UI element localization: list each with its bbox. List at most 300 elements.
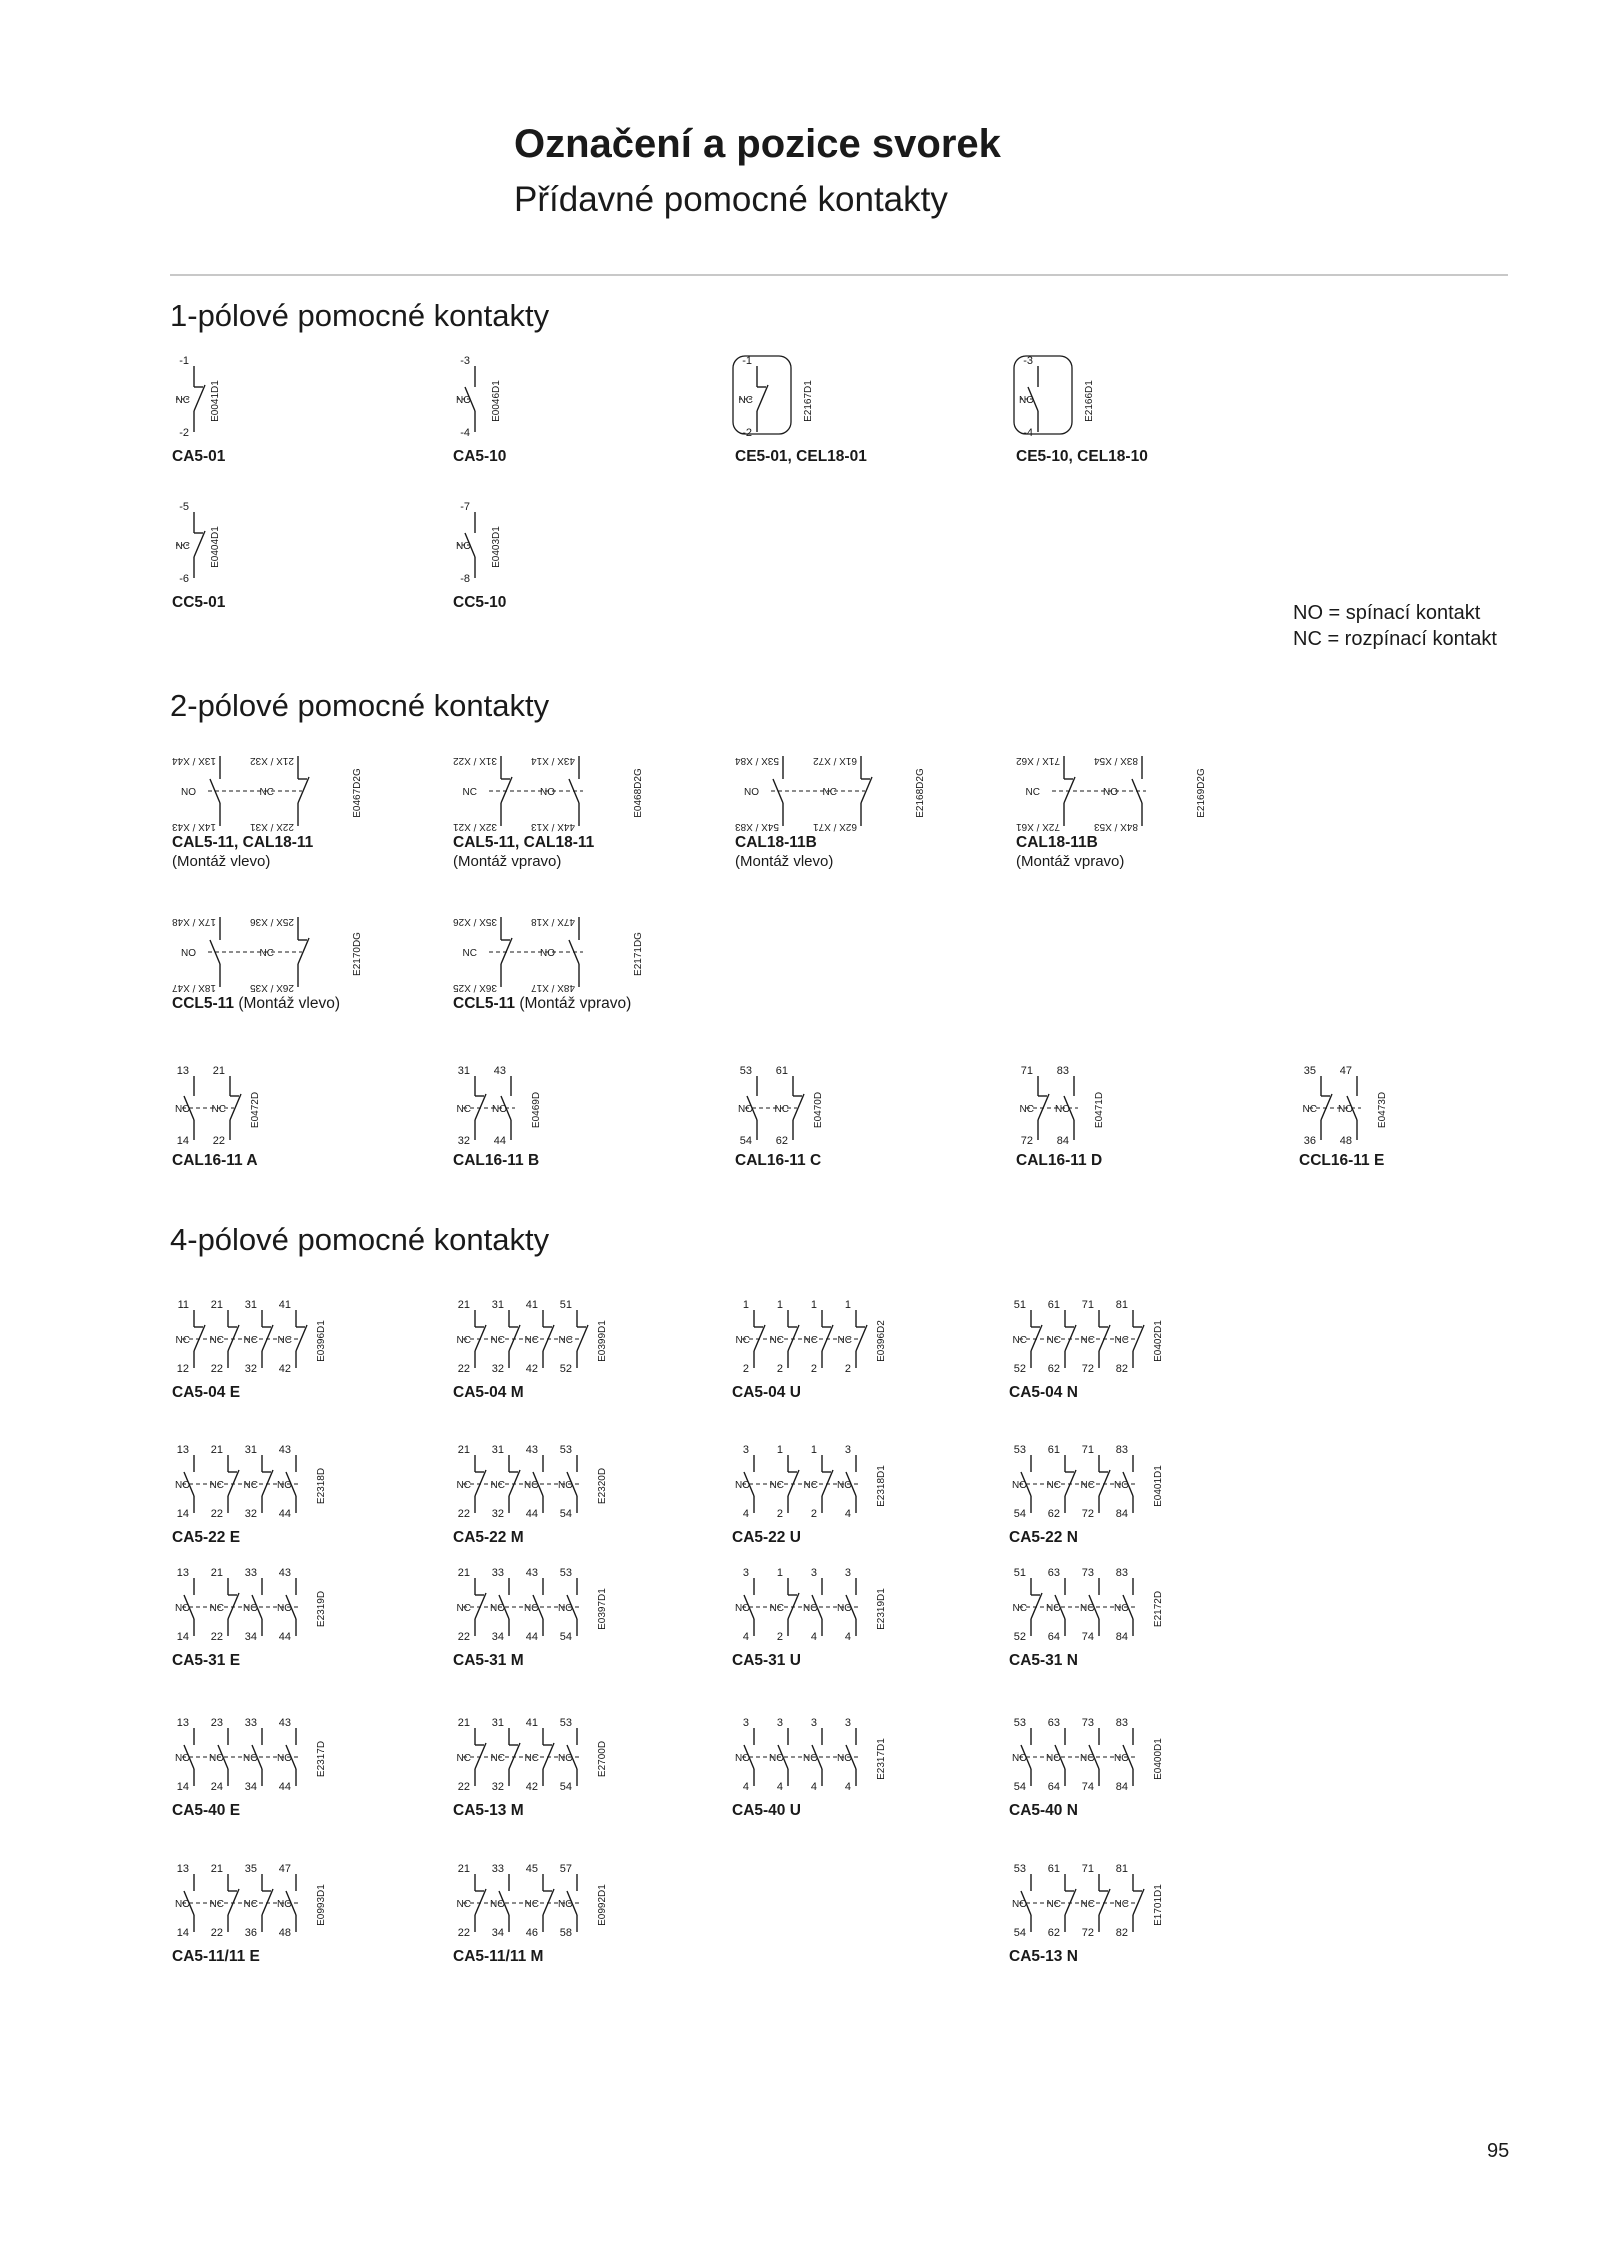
terminal-top-label: 73 bbox=[1081, 1567, 1094, 1579]
terminal-top-label: 43X / X14 bbox=[531, 755, 575, 766]
contact-diagram bbox=[451, 1852, 731, 1962]
contact-type-label: NO bbox=[1012, 1480, 1027, 1491]
terminal-bottom-label: 82 bbox=[1115, 1927, 1128, 1939]
terminal-top-label: 1 bbox=[810, 1444, 817, 1456]
terminal-top-label: 33 bbox=[491, 1863, 504, 1875]
contact-type-label: NC bbox=[1080, 1899, 1095, 1910]
drawing-code: E2318D1 bbox=[876, 1465, 887, 1507]
contact-diagram bbox=[1007, 1556, 1287, 1666]
terminal-bottom-label: 72 bbox=[1081, 1508, 1094, 1520]
contact-type-label: NO bbox=[1046, 1753, 1061, 1764]
contact-type-label: NC bbox=[1046, 1899, 1061, 1910]
product-name-text: CA5-10 bbox=[453, 448, 507, 465]
contact-type-label: NC bbox=[558, 1335, 573, 1346]
drawing-code: E0403D1 bbox=[491, 526, 502, 568]
contact-type-label: NO bbox=[837, 1753, 852, 1764]
contact-type-label: NC bbox=[769, 1480, 784, 1491]
terminal-bottom-label: 32X / X21 bbox=[453, 821, 497, 832]
terminal-top-label: 13 bbox=[176, 1863, 189, 1875]
drawing-code: E2320D bbox=[597, 1467, 608, 1505]
terminal-bottom-label: 42 bbox=[278, 1363, 291, 1375]
drawing-code: E2317D bbox=[316, 1740, 327, 1778]
contact-type-label: NO bbox=[175, 1899, 190, 1910]
terminal-top-label: 83 bbox=[1056, 1065, 1069, 1077]
contact-type-label: NC bbox=[211, 1104, 226, 1115]
contact-type-label: NO bbox=[209, 1753, 224, 1764]
contact-type-label: NC bbox=[803, 1480, 818, 1491]
product-name bbox=[735, 1152, 821, 1170]
terminal-bottom-label: 32 bbox=[491, 1781, 504, 1793]
terminal-bottom-label: 32 bbox=[244, 1363, 257, 1375]
terminal-bottom-label: 4 bbox=[742, 1631, 749, 1643]
drawing-code: E0404D1 bbox=[210, 526, 221, 568]
product-name-text: CA5-01 bbox=[172, 448, 226, 465]
terminal-top-label: 53 bbox=[559, 1567, 572, 1579]
terminal-bottom-label: 32 bbox=[457, 1135, 470, 1147]
product-name-text: CA5-13 M bbox=[453, 1802, 524, 1819]
mounting-note: (Montáž vpravo) bbox=[453, 853, 562, 870]
drawing-code: E2319D1 bbox=[876, 1588, 887, 1630]
terminal-top-label: 11 bbox=[177, 1299, 189, 1311]
terminal-top-label: 31 bbox=[491, 1299, 504, 1311]
contact-diagram bbox=[1007, 1288, 1287, 1398]
terminal-top-label: 61 bbox=[1047, 1863, 1060, 1875]
terminal-top-label: 61 bbox=[1047, 1444, 1060, 1456]
contact-type-label: NO bbox=[1019, 395, 1034, 406]
contact-type-label: NC bbox=[175, 395, 190, 406]
product-name bbox=[172, 1152, 258, 1170]
drawing-code: E2317D1 bbox=[876, 1738, 887, 1780]
terminal-top-label: -7 bbox=[460, 501, 470, 513]
product-name-text: CA5-31 M bbox=[453, 1652, 524, 1669]
drawing-code: E2172D bbox=[1153, 1590, 1164, 1628]
terminal-bottom-label: 4 bbox=[810, 1631, 817, 1643]
contact-diagram bbox=[170, 1288, 450, 1398]
terminal-bottom-label: 84 bbox=[1115, 1781, 1128, 1793]
contact-type-label: NC bbox=[803, 1335, 818, 1346]
product-name-text: CA5-31 N bbox=[1009, 1652, 1078, 1669]
contact-type-label: NC bbox=[456, 1480, 471, 1491]
terminal-top-label: 47 bbox=[278, 1863, 291, 1875]
contact-type-label: NC bbox=[1302, 1104, 1317, 1115]
terminal-top-label: 47X / X18 bbox=[531, 916, 575, 927]
terminal-top-label: 71 bbox=[1020, 1065, 1033, 1077]
terminal-top-label: 31 bbox=[457, 1065, 470, 1077]
terminal-top-label: 83 bbox=[1115, 1717, 1128, 1729]
terminal-bottom-label: 14 bbox=[176, 1135, 189, 1147]
product-name-text: CA5-31 U bbox=[732, 1652, 801, 1669]
contact-type-label: NC bbox=[277, 1335, 292, 1346]
product-name bbox=[735, 448, 867, 466]
contact-type-label: NO bbox=[175, 1480, 190, 1491]
product-name bbox=[1009, 1384, 1078, 1402]
drawing-code: E0468D2G bbox=[633, 768, 644, 818]
contact-type-label: NC bbox=[822, 787, 837, 798]
contact-type-label: NC bbox=[259, 948, 274, 959]
terminal-top-label: 81 bbox=[1115, 1863, 1128, 1875]
drawing-code: E0992D1 bbox=[597, 1884, 608, 1926]
terminal-bottom-label: 48X / X17 bbox=[531, 982, 575, 993]
terminal-bottom-label: 44 bbox=[493, 1135, 506, 1147]
contact-type-label: NC bbox=[456, 1335, 471, 1346]
terminal-bottom-label: 74 bbox=[1081, 1781, 1094, 1793]
terminal-top-label: 53 bbox=[739, 1065, 752, 1077]
contact-diagram bbox=[170, 1556, 450, 1666]
product-name bbox=[453, 594, 506, 612]
terminal-top-label: 53X / X84 bbox=[735, 755, 779, 766]
contact-type-label: NO bbox=[837, 1603, 852, 1614]
terminal-top-label: 43 bbox=[525, 1444, 538, 1456]
product-name-text: CA5-13 N bbox=[1009, 1948, 1078, 1965]
terminal-bottom-label: 14 bbox=[176, 1781, 189, 1793]
terminal-top-label: 31 bbox=[491, 1444, 504, 1456]
terminal-top-label: 51 bbox=[559, 1299, 572, 1311]
contact-type-label: NC bbox=[1080, 1480, 1095, 1491]
product-name-text: CC5-10 bbox=[453, 594, 507, 611]
product-name bbox=[453, 1948, 543, 1966]
contact-type-label: NO bbox=[1080, 1753, 1095, 1764]
terminal-top-label: 21 bbox=[210, 1863, 223, 1875]
terminal-bottom-label: 54 bbox=[559, 1631, 572, 1643]
terminal-top-label: 51 bbox=[1013, 1299, 1026, 1311]
terminal-bottom-label: 54X / X83 bbox=[735, 821, 779, 832]
terminal-bottom-label: 32 bbox=[244, 1508, 257, 1520]
terminal-top-label: 61X / X72 bbox=[813, 755, 857, 766]
terminal-bottom-label: 62 bbox=[775, 1135, 788, 1147]
contact-type-label: NC bbox=[456, 1104, 471, 1115]
contact-type-label: NO bbox=[277, 1603, 292, 1614]
drawing-code: E0396D1 bbox=[316, 1320, 327, 1362]
product-name-text: CAL5-11, CAL18-11 bbox=[172, 834, 314, 851]
contact-type-label: NO bbox=[558, 1603, 573, 1614]
terminal-bottom-label: 34 bbox=[491, 1927, 504, 1939]
terminal-top-label: 33 bbox=[491, 1567, 504, 1579]
terminal-bottom-label: 44 bbox=[525, 1508, 538, 1520]
terminal-top-label: 13X / X44 bbox=[172, 755, 216, 766]
product-name-text: CAL18-11B bbox=[1016, 834, 1098, 851]
drawing-code: E0471D bbox=[1094, 1091, 1105, 1129]
contact-type-label: NO bbox=[558, 1899, 573, 1910]
product-name-text: CA5-11/11 E bbox=[172, 1948, 260, 1965]
product-name bbox=[1016, 834, 1098, 852]
terminal-top-label: 43 bbox=[493, 1065, 506, 1077]
contact-type-label: NO bbox=[558, 1480, 573, 1491]
product-name bbox=[1016, 1152, 1102, 1170]
contact-type-label: NC bbox=[456, 1899, 471, 1910]
product-name-text: CA5-11/11 M bbox=[453, 1948, 544, 1965]
contact-type-label: NO bbox=[524, 1480, 539, 1491]
product-name bbox=[453, 1652, 524, 1670]
terminal-top-label: 53 bbox=[1013, 1444, 1026, 1456]
drawing-code: E0467D2G bbox=[352, 768, 363, 818]
terminal-bottom-label: 2 bbox=[776, 1631, 783, 1643]
terminal-bottom-label: 36 bbox=[1303, 1135, 1316, 1147]
terminal-bottom-label: 2 bbox=[810, 1363, 817, 1375]
product-name-text: CA5-04 U bbox=[732, 1384, 801, 1401]
contact-type-label: NC bbox=[1046, 1335, 1061, 1346]
product-name-text: CA5-04 E bbox=[172, 1384, 241, 1401]
product-name bbox=[453, 1384, 524, 1402]
drawing-code: E0470D bbox=[813, 1091, 824, 1129]
contact-type-label: NO bbox=[277, 1753, 292, 1764]
nc-contact-symbol-1 bbox=[194, 512, 205, 578]
contact-type-label: NC bbox=[524, 1753, 539, 1764]
terminal-top-label: 41 bbox=[278, 1299, 291, 1311]
terminal-top-label: 51 bbox=[1013, 1567, 1026, 1579]
contact-type-label: NC bbox=[524, 1335, 539, 1346]
contact-type-label: NC bbox=[462, 948, 477, 959]
contact-type-label: NO bbox=[490, 1899, 505, 1910]
terminal-bottom-label: -4 bbox=[1023, 427, 1033, 439]
contact-type-label: NC bbox=[490, 1753, 505, 1764]
terminal-bottom-label: 54 bbox=[739, 1135, 752, 1147]
terminal-bottom-label: 14 bbox=[176, 1508, 189, 1520]
product-name bbox=[732, 1529, 801, 1547]
contact-type-label: NC bbox=[456, 1603, 471, 1614]
drawing-code: E2318D bbox=[316, 1467, 327, 1505]
contact-type-label: NO bbox=[181, 787, 196, 798]
terminal-top-label: 17X / X48 bbox=[172, 916, 216, 927]
terminal-bottom-label: 22 bbox=[457, 1363, 470, 1375]
terminal-bottom-label: 64 bbox=[1047, 1631, 1060, 1643]
terminal-bottom-label: 44X / X13 bbox=[531, 821, 575, 832]
contact-type-label: NC bbox=[1114, 1899, 1129, 1910]
terminal-bottom-label: -4 bbox=[460, 427, 470, 439]
product-name bbox=[453, 1152, 539, 1170]
contact-type-label: NC bbox=[209, 1899, 224, 1910]
drawing-code: E0399D1 bbox=[597, 1320, 608, 1362]
contact-diagram bbox=[451, 1433, 731, 1543]
terminal-bottom-label: 52 bbox=[559, 1363, 572, 1375]
header-divider bbox=[170, 274, 1508, 276]
terminal-top-label: 35X / X26 bbox=[453, 916, 497, 927]
mounting-note: (Montáž vpravo) bbox=[1016, 853, 1125, 870]
product-name bbox=[172, 1802, 240, 1820]
contact-type-label: NO bbox=[175, 1104, 190, 1115]
terminal-bottom-label: 22 bbox=[457, 1927, 470, 1939]
contact-type-label: NO bbox=[490, 1603, 505, 1614]
terminal-top-label: 21 bbox=[457, 1863, 470, 1875]
terminal-top-label: 21 bbox=[210, 1444, 223, 1456]
contact-type-label: NO bbox=[803, 1603, 818, 1614]
contact-type-label: NC bbox=[1012, 1335, 1027, 1346]
contact-diagram bbox=[170, 1433, 450, 1543]
contact-type-label: NC bbox=[259, 787, 274, 798]
terminal-bottom-label: 12 bbox=[176, 1363, 189, 1375]
contact-type-label: NC bbox=[837, 1335, 852, 1346]
product-name bbox=[1016, 448, 1148, 466]
product-name bbox=[1009, 1802, 1078, 1820]
terminal-top-label: -5 bbox=[179, 501, 189, 513]
contact-diagram bbox=[451, 352, 731, 462]
terminal-top-label: 53 bbox=[1013, 1717, 1026, 1729]
contact-type-label: NO bbox=[181, 948, 196, 959]
nc-contact-symbol-1 bbox=[194, 366, 205, 432]
terminal-bottom-label: 22 bbox=[210, 1927, 223, 1939]
terminal-top-label: 1 bbox=[742, 1299, 749, 1311]
nc-contact-symbol-1 bbox=[757, 366, 768, 432]
contact-type-label: NO bbox=[243, 1603, 258, 1614]
terminal-top-label: 21 bbox=[210, 1299, 223, 1311]
contact-type-label: NO bbox=[1338, 1104, 1353, 1115]
product-name bbox=[172, 1652, 240, 1670]
terminal-top-label: 31 bbox=[491, 1717, 504, 1729]
terminal-bottom-label: 74 bbox=[1081, 1631, 1094, 1643]
terminal-bottom-label: 62 bbox=[1047, 1363, 1060, 1375]
mounting-note: (Montáž vlevo) bbox=[172, 853, 271, 870]
drawing-code: E2171DG bbox=[633, 932, 644, 976]
terminal-top-label: 83X / X54 bbox=[1094, 755, 1138, 766]
legend-nc: NC = rozpínací kontakt bbox=[1293, 628, 1497, 650]
terminal-top-label: 3 bbox=[742, 1717, 749, 1729]
product-name-text: CCL16-11 E bbox=[1299, 1152, 1385, 1169]
product-name bbox=[453, 995, 631, 1013]
terminal-bottom-label: -2 bbox=[742, 427, 752, 439]
terminal-bottom-label: 84 bbox=[1056, 1135, 1069, 1147]
contact-type-label: NO bbox=[277, 1899, 292, 1910]
contact-type-label: NO bbox=[1114, 1603, 1129, 1614]
drawing-code: E0401D1 bbox=[1153, 1465, 1164, 1507]
legend bbox=[1293, 600, 1497, 652]
terminal-top-label: 21X / X32 bbox=[250, 755, 294, 766]
terminal-bottom-label: 46 bbox=[525, 1927, 538, 1939]
contact-type-label: NC bbox=[735, 1335, 750, 1346]
terminal-bottom-label: 4 bbox=[742, 1781, 749, 1793]
drawing-code: E2319D bbox=[316, 1590, 327, 1628]
section-title-1-pole: 1-pólové pomocné kontakty bbox=[170, 298, 550, 333]
terminal-top-label: 23 bbox=[210, 1717, 223, 1729]
mounting-note: (Montáž vlevo) bbox=[238, 995, 340, 1012]
terminal-bottom-label: 4 bbox=[844, 1781, 851, 1793]
drawing-code: E0993D1 bbox=[316, 1884, 327, 1926]
terminal-bottom-label: 32 bbox=[491, 1363, 504, 1375]
product-name bbox=[453, 1802, 524, 1820]
contact-diagram bbox=[1014, 352, 1294, 462]
product-name bbox=[172, 1948, 260, 1966]
product-name-text: CA5-40 N bbox=[1009, 1802, 1078, 1819]
terminal-bottom-label: 58 bbox=[559, 1927, 572, 1939]
terminal-top-label: 33 bbox=[244, 1717, 257, 1729]
product-name bbox=[1009, 1529, 1078, 1547]
terminal-bottom-label: 2 bbox=[776, 1508, 783, 1520]
contact-type-label: NC bbox=[1025, 787, 1040, 798]
product-name-text: CA5-22 N bbox=[1009, 1529, 1078, 1546]
terminal-bottom-label: 52 bbox=[1013, 1363, 1026, 1375]
product-name-text: CA5-04 M bbox=[453, 1384, 524, 1401]
terminal-bottom-label: 22 bbox=[210, 1363, 223, 1375]
product-name-text: CA5-31 E bbox=[172, 1652, 241, 1669]
drawing-code: E0472D bbox=[250, 1091, 261, 1129]
contact-type-label: NC bbox=[1114, 1335, 1129, 1346]
terminal-bottom-label: 26X / X35 bbox=[250, 982, 294, 993]
terminal-bottom-label: 22 bbox=[210, 1508, 223, 1520]
terminal-bottom-label: 4 bbox=[776, 1781, 783, 1793]
product-name bbox=[1009, 1948, 1078, 1966]
contact-type-label: NC bbox=[175, 541, 190, 552]
terminal-top-label: 83 bbox=[1115, 1567, 1128, 1579]
terminal-top-label: 13 bbox=[176, 1065, 189, 1077]
terminal-top-label: 1 bbox=[776, 1444, 783, 1456]
terminal-bottom-label: -2 bbox=[179, 427, 189, 439]
drawing-code: E2170DG bbox=[352, 932, 363, 976]
terminal-bottom-label: 54 bbox=[1013, 1781, 1026, 1793]
terminal-bottom-label: 18X / X47 bbox=[172, 982, 216, 993]
terminal-bottom-label: 36 bbox=[244, 1927, 257, 1939]
contact-type-label: NO bbox=[1055, 1104, 1070, 1115]
contact-diagram bbox=[170, 1852, 450, 1962]
drawing-code: E2166D1 bbox=[1084, 380, 1095, 422]
terminal-bottom-label: 62 bbox=[1047, 1927, 1060, 1939]
drawing-code: E0396D2 bbox=[876, 1320, 887, 1362]
terminal-top-label: 1 bbox=[810, 1299, 817, 1311]
terminal-top-label: 43 bbox=[278, 1717, 291, 1729]
contact-diagram bbox=[1007, 1852, 1287, 1962]
terminal-bottom-label: 44 bbox=[525, 1631, 538, 1643]
terminal-bottom-label: 54 bbox=[1013, 1927, 1026, 1939]
product-name bbox=[453, 448, 506, 466]
contact-type-label: NO bbox=[524, 1603, 539, 1614]
contact-type-label: NO bbox=[175, 1753, 190, 1764]
terminal-bottom-label: 84X / X53 bbox=[1094, 821, 1138, 832]
contact-type-label: NC bbox=[490, 1335, 505, 1346]
contact-type-label: NC bbox=[1046, 1480, 1061, 1491]
terminal-top-label: 43 bbox=[278, 1567, 291, 1579]
terminal-top-label: 71X / X62 bbox=[1016, 755, 1060, 766]
product-name bbox=[1009, 1652, 1078, 1670]
terminal-bottom-label: 54 bbox=[559, 1508, 572, 1520]
terminal-bottom-label: 72 bbox=[1081, 1363, 1094, 1375]
contact-type-label: NC bbox=[243, 1480, 258, 1491]
terminal-bottom-label: 14X / X43 bbox=[172, 821, 216, 832]
terminal-top-label: 13 bbox=[176, 1717, 189, 1729]
terminal-bottom-label: 54 bbox=[1013, 1508, 1026, 1520]
terminal-bottom-label: 44 bbox=[278, 1781, 291, 1793]
drawing-code: E2169D2G bbox=[1196, 768, 1207, 818]
terminal-bottom-label: 36X / X25 bbox=[453, 982, 497, 993]
product-name bbox=[1299, 1152, 1384, 1170]
terminal-bottom-label: 4 bbox=[844, 1508, 851, 1520]
terminal-top-label: 21 bbox=[457, 1444, 470, 1456]
contact-type-label: NO bbox=[1012, 1753, 1027, 1764]
terminal-top-label: 3 bbox=[844, 1717, 851, 1729]
terminal-top-label: 31 bbox=[244, 1444, 257, 1456]
terminal-top-label: 61 bbox=[1047, 1299, 1060, 1311]
terminal-top-label: 71 bbox=[1081, 1863, 1094, 1875]
terminal-bottom-label: 54 bbox=[559, 1781, 572, 1793]
contact-type-label: NC bbox=[774, 1104, 789, 1115]
product-name-text: CAL16-11 A bbox=[172, 1152, 258, 1169]
contact-type-label: NO bbox=[1012, 1899, 1027, 1910]
product-name bbox=[732, 1802, 801, 1820]
contact-type-label: NO bbox=[837, 1480, 852, 1491]
contact-type-label: NC bbox=[243, 1899, 258, 1910]
product-name bbox=[172, 594, 225, 612]
product-name bbox=[172, 448, 225, 466]
terminal-bottom-label: 24 bbox=[210, 1781, 223, 1793]
terminal-bottom-label: 22 bbox=[457, 1631, 470, 1643]
product-name-text: CA5-22 U bbox=[732, 1529, 801, 1546]
product-name bbox=[732, 1652, 801, 1670]
legend-no: NO = spínací kontakt bbox=[1293, 602, 1481, 624]
contact-type-label: NC bbox=[1080, 1335, 1095, 1346]
page-subtitle: Přídavné pomocné kontakty bbox=[514, 180, 948, 219]
contact-diagram bbox=[730, 1288, 1010, 1398]
product-name-text: CAL16-11 D bbox=[1016, 1152, 1103, 1169]
contact-diagram bbox=[451, 1288, 731, 1398]
drawing-code: E0469D bbox=[531, 1091, 542, 1129]
contact-diagram bbox=[733, 352, 1013, 462]
terminal-bottom-label: 22 bbox=[457, 1781, 470, 1793]
